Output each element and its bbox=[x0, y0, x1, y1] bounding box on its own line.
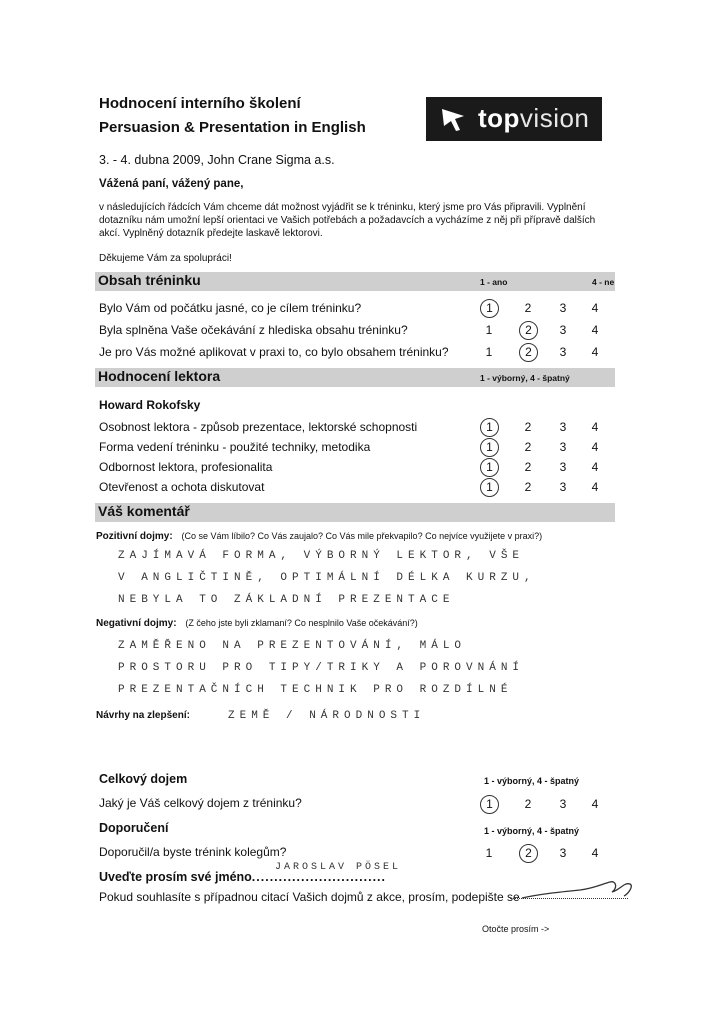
consent-text: Pokud souhlasíte s případnou citací Vašich dojmů z akce, prosím, podepište se bbox=[99, 890, 520, 904]
rating-option[interactable]: 1 bbox=[485, 345, 493, 359]
question-text: Osobnost lektora - způsob prezentace, lektorské schopnosti bbox=[99, 420, 418, 434]
handwritten-line: PROSTORU PRO TIPY/TRIKY A POROVNÁNÍ bbox=[118, 662, 525, 674]
overall-title: Celkový dojem bbox=[99, 772, 188, 786]
rating-option[interactable]: 3 bbox=[559, 846, 567, 860]
rating-option[interactable]: 1 bbox=[485, 846, 493, 860]
rating-option[interactable]: 4 bbox=[591, 797, 599, 811]
turn-over-note: Otočte prosím -> bbox=[482, 924, 550, 934]
rating-option[interactable]: 2 bbox=[524, 460, 532, 474]
logo-wordmark: topvision bbox=[478, 103, 590, 133]
rating-option-selected[interactable]: 2 bbox=[519, 343, 538, 362]
rating-option[interactable]: 3 bbox=[559, 797, 567, 811]
scale-label: 1 - výborný, 4 - špatný bbox=[484, 826, 580, 836]
date-line: 3. - 4. dubna 2009, John Crane Sigma a.s. bbox=[99, 153, 335, 167]
question-text: Odbornost lektora, profesionalita bbox=[99, 460, 273, 474]
rating-option[interactable]: 4 bbox=[591, 345, 599, 359]
rating-option[interactable]: 4 bbox=[591, 420, 599, 434]
handwritten-line: ZAMĚŘENO NA PREZENTOVÁNÍ, MÁLO bbox=[118, 640, 467, 652]
scale-right: 4 - ne bbox=[592, 277, 615, 287]
rating-option-selected[interactable]: 2 bbox=[519, 321, 538, 340]
thanks-text: Děkujeme Vám za spolupráci! bbox=[99, 253, 232, 264]
handwritten-name: JAROSLAV PÖSEL bbox=[275, 862, 402, 873]
overall-question: Jaký je Váš celkový dojem z tréninku? bbox=[99, 796, 302, 810]
rating-option-selected[interactable]: 1 bbox=[480, 299, 499, 318]
course-title: Persuasion & Presentation in English bbox=[99, 119, 366, 136]
question-text: Byla splněna Vaše očekávání z hlediska obsahu tréninku? bbox=[99, 323, 408, 337]
question-text: Otevřenost a ochota diskutovat bbox=[99, 480, 265, 494]
section-title: Hodnocení lektora bbox=[98, 368, 221, 384]
cursor-arrow-icon bbox=[440, 106, 466, 132]
negative-note: (Z čeho jste byli zklamaní? Co nesplnilo Vaše očekávání?) bbox=[185, 618, 418, 628]
greeting: Vážená paní, vážený pane, bbox=[99, 178, 244, 190]
rating-option[interactable]: 1 bbox=[485, 323, 493, 337]
scale-label: 1 - výborný, 4 - špatný bbox=[480, 373, 570, 383]
rating-option[interactable]: 2 bbox=[524, 301, 532, 315]
rating-option[interactable]: 4 bbox=[591, 440, 599, 454]
handwritten-line: V ANGLIČTINĚ, OPTIMÁLNÍ DÉLKA KURZU, bbox=[118, 572, 536, 584]
recommend-question: Doporučil/a byste trénink kolegům? bbox=[99, 845, 287, 859]
rating-option[interactable]: 3 bbox=[559, 460, 567, 474]
intro-text: v následujících řádcích Vám chceme dát možnost vyjádřit se k tréninku, který jsme pro Vás připravili. Vyplnění dotazníku nám umožní lepší orientaci ve Vašich potřebách a požadavcích a vycházíme z něj při přípravě dalších akcí. Vyplněný dotazník předejte laskavě lektorovi. bbox=[99, 202, 596, 239]
question-text: Bylo Vám od počátku jasné, co je cílem tréninku? bbox=[99, 301, 362, 315]
rating-option-selected[interactable]: 2 bbox=[519, 844, 538, 863]
handwritten-line: NEBYLA TO ZÁKLADNÍ PREZENTACE bbox=[118, 594, 455, 606]
rating-option-selected[interactable]: 1 bbox=[480, 418, 499, 437]
positive-label: Pozitivní dojmy: (Co se Vám líbilo? Co Vás zaujalo? Co Vás mile překvapilo? Co nejvíce využijete v praxi?) bbox=[96, 531, 543, 542]
rating-option[interactable]: 3 bbox=[559, 345, 567, 359]
name-label: Uveďte prosím své jméno.............................. bbox=[99, 870, 386, 884]
question-text: Forma vedení tréninku - použité techniky, metodika bbox=[99, 440, 371, 454]
topvision-logo bbox=[426, 97, 602, 141]
rating-option[interactable]: 4 bbox=[591, 301, 599, 315]
section-bar-obsah bbox=[95, 272, 615, 291]
question-text: Je pro Vás možné aplikovat v praxi to, co bylo obsahem tréninku? bbox=[99, 345, 449, 359]
recommend-title: Doporučení bbox=[99, 821, 169, 835]
rating-option[interactable]: 3 bbox=[559, 301, 567, 315]
rating-option[interactable]: 4 bbox=[591, 323, 599, 337]
section-bar-lektor bbox=[95, 368, 615, 387]
rating-option[interactable]: 2 bbox=[524, 797, 532, 811]
negative-label: Negativní dojmy: (Z čeho jste byli zklamaní? Co nesplnilo Vaše očekávání?) bbox=[96, 618, 418, 629]
rating-option[interactable]: 4 bbox=[591, 480, 599, 494]
scale-label: 1 - výborný, 4 - špatný bbox=[484, 776, 580, 786]
rating-option[interactable]: 4 bbox=[591, 846, 599, 860]
rating-option[interactable]: 3 bbox=[559, 440, 567, 454]
handwritten-signature bbox=[520, 876, 640, 906]
section-title: Váš komentář bbox=[98, 503, 190, 519]
rating-option[interactable]: 2 bbox=[524, 440, 532, 454]
rating-option[interactable]: 4 bbox=[591, 460, 599, 474]
lecturer-name: Howard Rokofsky bbox=[99, 398, 201, 412]
suggestions-label: Návrhy na zlepšení: bbox=[96, 710, 190, 721]
rating-option-selected[interactable]: 1 bbox=[480, 438, 499, 457]
rating-option[interactable]: 2 bbox=[524, 480, 532, 494]
section-title: Obsah tréninku bbox=[98, 272, 201, 288]
handwritten-line: PREZENTAČNÍCH TECHNIK PRO ROZDÍLNÉ bbox=[118, 684, 513, 696]
rating-option-selected[interactable]: 1 bbox=[480, 458, 499, 477]
rating-option[interactable]: 3 bbox=[559, 420, 567, 434]
positive-note: (Co se Vám líbilo? Co Vás zaujalo? Co Vás mile překvapilo? Co nejvíce využijete v praxi?) bbox=[181, 531, 543, 541]
form-title: Hodnocení interního školení bbox=[99, 95, 301, 112]
rating-option[interactable]: 3 bbox=[559, 323, 567, 337]
rating-option-selected[interactable]: 1 bbox=[480, 478, 499, 497]
scale-left: 1 - ano bbox=[480, 277, 508, 287]
rating-option[interactable]: 2 bbox=[524, 420, 532, 434]
rating-option[interactable]: 3 bbox=[559, 480, 567, 494]
rating-option-selected[interactable]: 1 bbox=[480, 795, 499, 814]
section-bar-komentar bbox=[95, 503, 615, 522]
handwritten-line: ZEMĚ / NÁRODNOSTI bbox=[228, 710, 426, 722]
handwritten-line: ZAJÍMAVÁ FORMA, VÝBORNÝ LEKTOR, VŠE bbox=[118, 550, 525, 562]
